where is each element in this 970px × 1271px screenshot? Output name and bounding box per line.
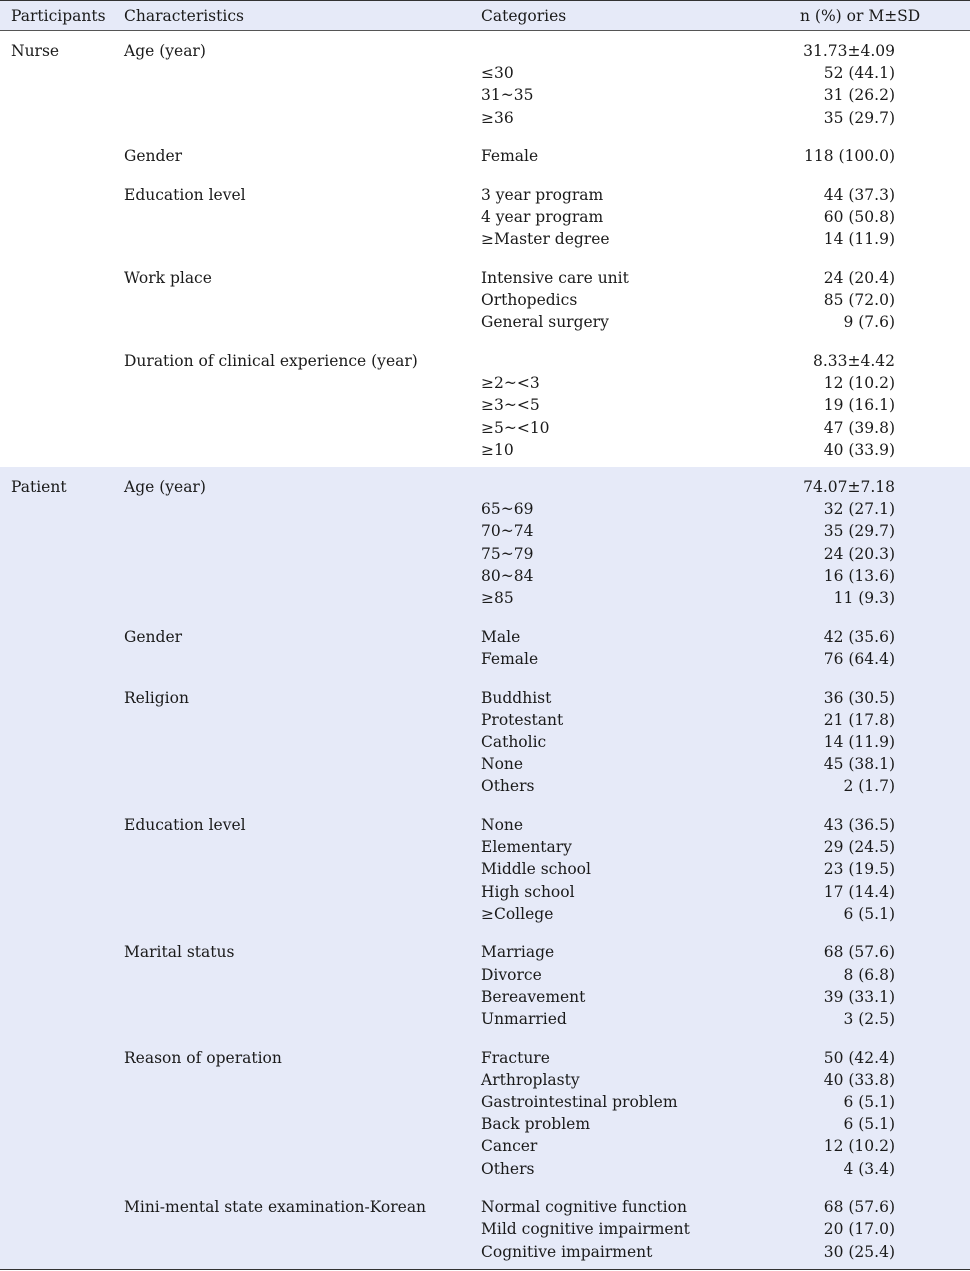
characteristic-label: Age (year) [124, 478, 206, 496]
category-cell: Others [481, 1159, 535, 1178]
category-cell: ≤30 [481, 64, 514, 83]
category-cell: ≥2~<3 [481, 374, 540, 393]
header-characteristics: Characteristics [124, 7, 244, 25]
characteristic-group [0, 145, 970, 184]
characteristic-group [0, 267, 970, 350]
table-row [0, 439, 970, 461]
category-cell: ≥10 [481, 440, 514, 459]
table-row [0, 1113, 970, 1135]
table-row [0, 476, 970, 498]
value-cell: 40 (33.9) [823, 440, 895, 459]
patient-section [0, 467, 970, 1270]
value-cell: 9 (7.6) [843, 313, 895, 332]
category-cell: Bereavement [481, 987, 586, 1006]
value-cell: 17 (14.4) [823, 882, 895, 901]
category-cell: ≥36 [481, 108, 514, 127]
characteristic-label: Religion [124, 688, 189, 707]
table-row [0, 145, 970, 167]
table-row [0, 1069, 970, 1091]
table-row [0, 1047, 970, 1069]
value-cell: 31.73±4.09 [803, 42, 895, 60]
category-cell: Normal cognitive function [481, 1198, 687, 1217]
category-cell: 65~69 [481, 500, 534, 519]
category-cell: Protestant [481, 710, 564, 729]
value-cell: 6 (5.1) [843, 1115, 895, 1134]
category-cell: High school [481, 882, 575, 901]
table-row [0, 84, 970, 106]
table-row [0, 107, 970, 129]
table-row [0, 40, 970, 62]
value-cell: 44 (37.3) [823, 185, 895, 204]
table-row [0, 267, 970, 289]
value-cell: 35 (29.7) [823, 108, 895, 127]
characteristic-label: Gender [124, 147, 183, 166]
table-row [0, 709, 970, 731]
value-cell: 39 (33.1) [823, 987, 895, 1006]
value-cell: 8 (6.8) [843, 965, 895, 984]
category-cell: Catholic [481, 732, 547, 751]
table-row [0, 587, 970, 609]
characteristic-label: Duration of clinical experience (year) [124, 352, 418, 371]
category-cell: Mild cognitive impairment [481, 1220, 690, 1239]
category-cell: Elementary [481, 838, 572, 857]
table-row [0, 1218, 970, 1240]
characteristic-group [0, 1196, 970, 1269]
table-row [0, 228, 970, 250]
header-value: n (%) or M±SD [800, 7, 921, 25]
table-row [0, 372, 970, 394]
category-cell: Back problem [481, 1115, 591, 1134]
table-row [0, 311, 970, 333]
participant-label: Patient [11, 478, 67, 496]
characteristic-group [0, 184, 970, 267]
value-cell: 43 (36.5) [823, 815, 895, 834]
category-cell: Cognitive impairment [481, 1242, 653, 1261]
table-row [0, 62, 970, 84]
table-row [0, 731, 970, 753]
value-cell: 32 (27.1) [823, 500, 895, 519]
table-row [0, 1091, 970, 1113]
table-row [0, 1008, 970, 1030]
table-row [0, 206, 970, 228]
characteristic-group [0, 814, 970, 941]
characteristic-label: Age (year) [124, 42, 206, 60]
characteristic-label: Gender [124, 627, 183, 646]
value-cell: 23 (19.5) [823, 860, 895, 879]
value-cell: 20 (17.0) [823, 1220, 895, 1239]
value-cell: 8.33±4.42 [812, 352, 895, 371]
characteristic-label: Education level [124, 815, 246, 834]
value-cell: 40 (33.8) [823, 1070, 895, 1089]
value-cell: 3 (2.5) [843, 1009, 895, 1028]
value-cell: 6 (5.1) [843, 1093, 895, 1111]
value-cell: 29 (24.5) [823, 838, 895, 857]
category-cell: Unmarried [481, 1009, 567, 1028]
characteristic-group [0, 40, 970, 145]
value-cell: 4 (3.4) [843, 1159, 895, 1178]
category-cell: Intensive care unit [481, 269, 629, 287]
value-cell: 74.07±7.18 [803, 478, 895, 496]
table-row [0, 881, 970, 903]
category-cell: Middle school [481, 860, 591, 879]
category-cell: ≥5~<10 [481, 418, 550, 437]
table-row [0, 417, 970, 439]
nurse-section [0, 31, 970, 467]
characteristic-group [0, 687, 970, 814]
category-cell: ≥Master degree [481, 230, 610, 249]
category-cell: Gastrointestinal problem [481, 1093, 678, 1111]
characteristic-label: Mini-mental state examination-Korean [124, 1198, 427, 1217]
category-cell: Female [481, 649, 539, 668]
value-cell: 35 (29.7) [823, 522, 895, 541]
category-cell: Buddhist [481, 688, 552, 707]
category-cell: Fracture [481, 1048, 550, 1067]
table-row [0, 687, 970, 709]
category-cell: General surgery [481, 313, 609, 332]
table-row [0, 814, 970, 836]
value-cell: 2 (1.7) [843, 777, 895, 796]
category-cell: ≥85 [481, 588, 514, 607]
table-row [0, 350, 970, 372]
table-row [0, 626, 970, 648]
category-cell: Male [481, 627, 521, 646]
category-cell: None [481, 755, 524, 774]
value-cell: 52 (44.1) [823, 64, 895, 83]
category-cell: 31~35 [481, 86, 534, 105]
category-cell: Female [481, 147, 539, 166]
table-row [0, 753, 970, 775]
value-cell: 76 (64.4) [823, 649, 895, 668]
participant-label: Nurse [11, 42, 60, 60]
category-cell: 80~84 [481, 566, 534, 585]
table-row [0, 986, 970, 1008]
header-categories: Categories [481, 7, 567, 25]
value-cell: 50 (42.4) [823, 1048, 895, 1067]
table-row [0, 775, 970, 797]
category-cell: Marriage [481, 943, 555, 962]
category-cell: None [481, 815, 524, 834]
characteristic-label: Marital status [124, 943, 235, 962]
characteristic-label: Reason of operation [124, 1048, 282, 1067]
table-row [0, 1241, 970, 1263]
table-row [0, 1196, 970, 1218]
value-cell: 85 (72.0) [823, 291, 895, 310]
category-cell: ≥3~<5 [481, 396, 540, 415]
table-row [0, 565, 970, 587]
value-cell: 16 (13.6) [823, 566, 895, 585]
value-cell: 24 (20.3) [823, 544, 895, 563]
value-cell: 6 (5.1) [843, 904, 895, 923]
value-cell: 14 (11.9) [823, 230, 895, 249]
category-cell: 3 year program [481, 185, 604, 204]
value-cell: 47 (39.8) [823, 418, 895, 437]
value-cell: 21 (17.8) [823, 710, 895, 729]
table-row [0, 543, 970, 565]
value-cell: 14 (11.9) [823, 732, 895, 751]
category-cell: Cancer [481, 1137, 538, 1156]
characteristic-group [0, 626, 970, 687]
characteristic-label: Education level [124, 185, 246, 204]
value-cell: 30 (25.4) [823, 1242, 895, 1261]
category-cell: 4 year program [481, 208, 604, 227]
value-cell: 42 (35.6) [823, 627, 895, 646]
characteristic-label: Work place [124, 269, 212, 287]
table-row [0, 289, 970, 311]
value-cell: 36 (30.5) [823, 688, 895, 707]
category-cell: Orthopedics [481, 291, 578, 310]
table-row [0, 520, 970, 542]
table-row [0, 394, 970, 416]
value-cell: 68 (57.6) [823, 1198, 895, 1217]
table-row [0, 941, 970, 963]
table-row [0, 1158, 970, 1180]
characteristic-group [0, 350, 970, 467]
value-cell: 12 (10.2) [823, 374, 895, 393]
characteristic-group [0, 476, 970, 626]
value-cell: 11 (9.3) [833, 588, 895, 607]
table-row [0, 836, 970, 858]
value-cell: 118 (100.0) [804, 147, 895, 166]
value-cell: 19 (16.1) [823, 396, 895, 415]
table-row [0, 903, 970, 925]
table-header [0, 0, 970, 31]
category-cell: Arthroplasty [481, 1070, 580, 1089]
value-cell: 68 (57.6) [823, 943, 895, 962]
value-cell: 60 (50.8) [823, 208, 895, 227]
value-cell: 45 (38.1) [823, 755, 895, 774]
characteristic-group [0, 1047, 970, 1197]
table-row [0, 858, 970, 880]
table-row [0, 648, 970, 670]
characteristic-group [0, 941, 970, 1046]
table-row [0, 498, 970, 520]
value-cell: 31 (26.2) [823, 86, 895, 105]
category-cell: Divorce [481, 965, 542, 984]
category-cell: 70~74 [481, 522, 534, 541]
table-row [0, 1135, 970, 1157]
header-participants: Participants [11, 7, 106, 25]
category-cell: 75~79 [481, 544, 534, 563]
table-body [0, 31, 970, 1270]
value-cell: 24 (20.4) [823, 269, 895, 287]
category-cell: Others [481, 777, 535, 796]
table-row [0, 964, 970, 986]
category-cell: ≥College [481, 904, 554, 923]
value-cell: 12 (10.2) [823, 1137, 895, 1156]
table-row [0, 184, 970, 206]
